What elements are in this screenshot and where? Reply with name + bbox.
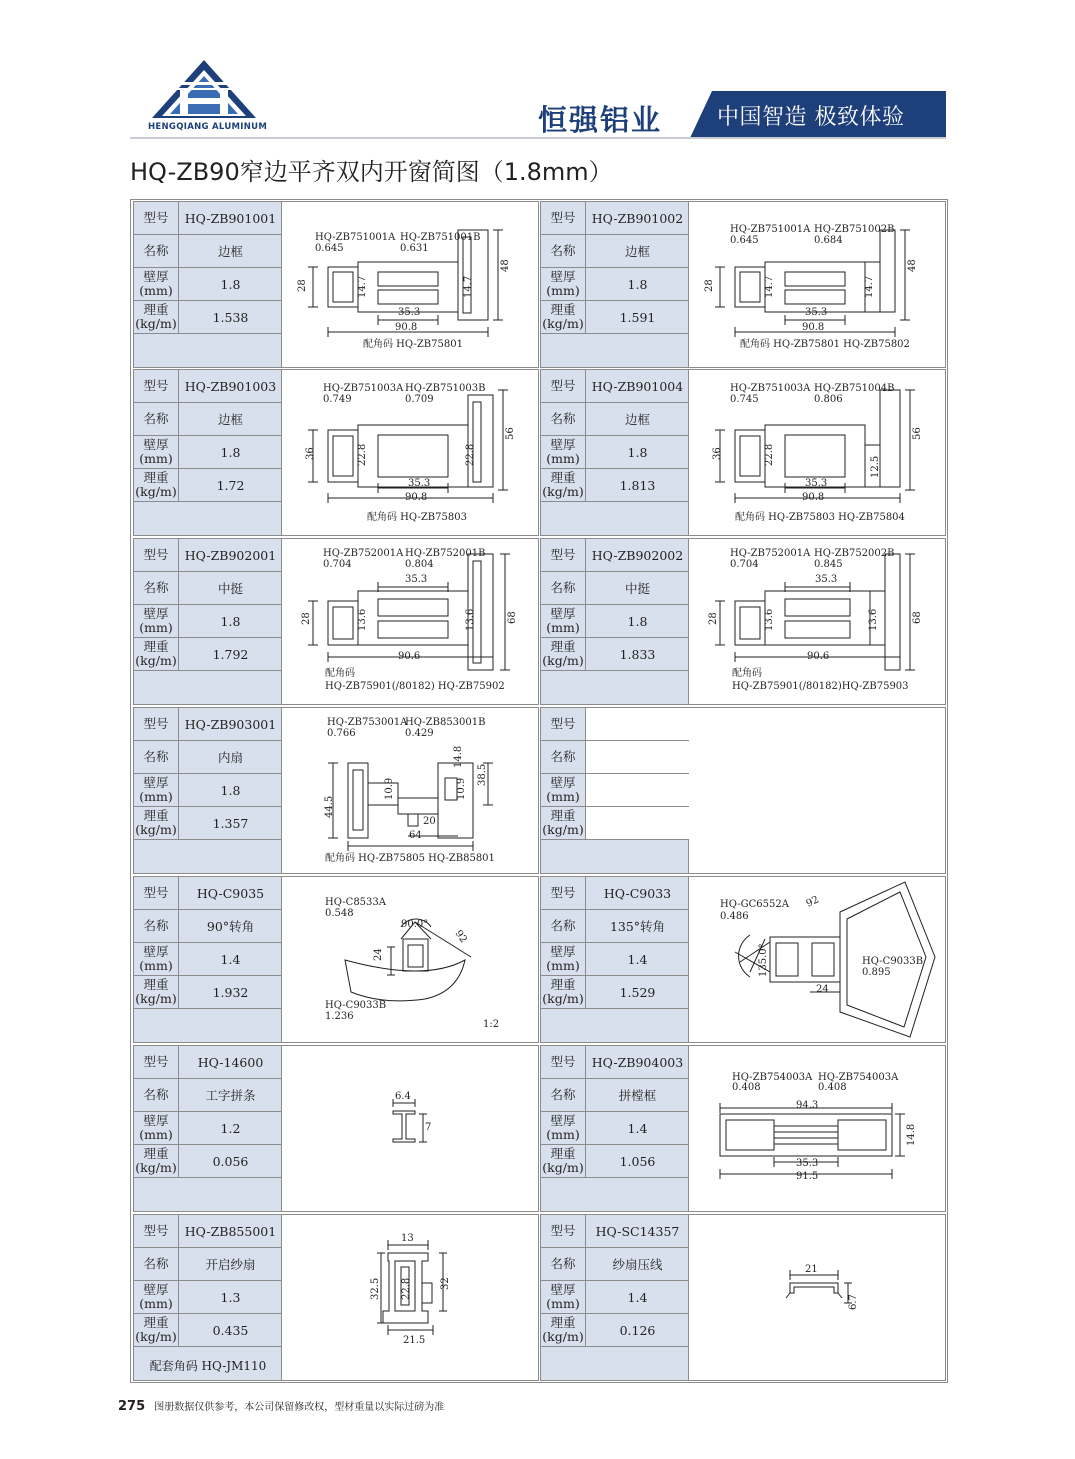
spec-table [134, 877, 282, 1042]
svg-text:56: 56 [912, 427, 923, 440]
weight-label: 理重 (kg/m) [134, 976, 179, 1008]
profile-card [133, 369, 539, 536]
svg-text:HQ-ZB751003A: HQ-ZB751003A [323, 383, 404, 394]
svg-text:28: 28 [297, 279, 308, 292]
svg-text:32.5: 32.5 [370, 1277, 381, 1300]
weight-label: 理重 (kg/m) [134, 469, 179, 501]
weight-label: 理重 (kg/m) [541, 301, 586, 333]
svg-text:0.645: 0.645 [730, 235, 759, 246]
svg-text:22.8: 22.8 [465, 443, 476, 466]
profile-drawing [690, 877, 945, 1042]
name-value: 90°转角 [206, 919, 255, 934]
svg-text:HQ-ZB751001A: HQ-ZB751001A [315, 232, 396, 243]
svg-text:24: 24 [816, 984, 829, 995]
svg-text:配角码 HQ-ZB75805 HQ-ZB85801: 配角码 HQ-ZB75805 HQ-ZB85801 [325, 853, 495, 864]
wall-label: 壁厚 (mm) [541, 943, 586, 975]
profile-card [133, 707, 539, 874]
model-label: 型号 [541, 708, 586, 740]
svg-text:21.5: 21.5 [403, 1335, 426, 1346]
svg-text:HQ-GC6552A: HQ-GC6552A [720, 899, 789, 910]
spec-table [134, 202, 282, 367]
svg-text:0.704: 0.704 [323, 559, 352, 570]
model-label: 型号 [541, 877, 586, 909]
name-value: 边框 [217, 244, 243, 259]
name-value: 135°转角 [609, 919, 666, 934]
profile-card [540, 1045, 946, 1212]
name-value: 拼樘框 [618, 1088, 657, 1103]
svg-text:0.684: 0.684 [814, 235, 843, 246]
svg-text:36: 36 [305, 447, 316, 460]
profile-card [133, 538, 539, 705]
model-value: HQ-C9035 [196, 885, 265, 901]
svg-text:0.704: 0.704 [730, 559, 759, 570]
name-label: 名称 [541, 235, 586, 267]
svg-text:0.845: 0.845 [814, 559, 843, 570]
svg-text:HQ-C8533A: HQ-C8533A [325, 897, 386, 908]
svg-text:7: 7 [425, 1122, 432, 1133]
page-footer [118, 1395, 444, 1414]
svg-text:14.8: 14.8 [906, 1123, 917, 1146]
wall-value: 1.4 [627, 1120, 648, 1136]
name-label: 名称 [541, 1248, 586, 1280]
wall-value: 1.8 [220, 276, 241, 292]
svg-text:22.8: 22.8 [357, 443, 368, 466]
profile-drawing [690, 1215, 945, 1380]
svg-text:68: 68 [912, 611, 923, 624]
name-value: 开启纱扇 [205, 1257, 256, 1272]
svg-text:90.8: 90.8 [395, 322, 418, 333]
svg-text:HQ-ZB853001B: HQ-ZB853001B [405, 717, 486, 728]
name-value: 边框 [624, 412, 650, 427]
weight-value: 0.435 [212, 1322, 249, 1338]
name-value: 边框 [624, 244, 650, 259]
wall-value: 1.8 [627, 444, 648, 460]
svg-text:20: 20 [423, 816, 436, 827]
svg-text:HQ-ZB751003B: HQ-ZB751003B [405, 383, 486, 394]
profile-drawing [283, 370, 538, 535]
weight-value: 1.72 [216, 477, 245, 493]
profile-card [540, 876, 946, 1043]
wall-label: 壁厚 (mm) [134, 1281, 179, 1313]
name-value [586, 741, 689, 773]
svg-text:配角码 HQ-ZB75803 HQ-ZB75804: 配角码 HQ-ZB75803 HQ-ZB75804 [735, 512, 905, 523]
svg-text:0.408: 0.408 [818, 1082, 847, 1093]
svg-text:64: 64 [409, 830, 422, 841]
spec-table [541, 1046, 689, 1211]
name-value: 纱扇压线 [612, 1257, 663, 1272]
model-label: 型号 [134, 1046, 179, 1078]
spec-table [134, 370, 282, 535]
profile-card [133, 1045, 539, 1212]
profile-card [540, 538, 946, 705]
name-label: 名称 [541, 572, 586, 604]
name-label: 名称 [541, 1079, 586, 1111]
svg-text:HQ-C9033B: HQ-C9033B [862, 956, 924, 967]
svg-text:35.3: 35.3 [408, 478, 431, 489]
name-label: 名称 [134, 403, 179, 435]
spec-table [134, 1215, 282, 1380]
footer-disclaimer: 图册数据仅供参考，本公司保留修改权，型材重量以实际过磅为准 [154, 1402, 445, 1413]
corner-code-note: 配套角码 HQ-JM110 [149, 1358, 267, 1373]
svg-text:HQ-ZB751002B: HQ-ZB751002B [814, 224, 895, 235]
wall-label: 壁厚 (mm) [134, 774, 179, 806]
name-value: 中挺 [217, 581, 243, 596]
spec-table [134, 1046, 282, 1211]
profile-section-drawing [690, 202, 945, 367]
svg-text:44.5: 44.5 [324, 795, 335, 818]
svg-text:21: 21 [805, 1264, 818, 1275]
company-logo [148, 60, 268, 132]
svg-text:6.4: 6.4 [395, 1091, 411, 1102]
svg-text:13.6: 13.6 [868, 608, 879, 631]
weight-label: 理重 (kg/m) [134, 301, 179, 333]
svg-text:配角码 HQ-ZB75801: 配角码 HQ-ZB75801 [363, 339, 463, 350]
weight-value: 1.538 [212, 309, 249, 325]
header-divider [130, 137, 946, 139]
svg-text:HQ-ZB75901(/80182)HQ-ZB75903: HQ-ZB75901(/80182)HQ-ZB75903 [732, 681, 909, 692]
svg-text:配角码: 配角码 [325, 668, 355, 679]
name-value: 边框 [217, 412, 243, 427]
weight-label: 理重 (kg/m) [134, 807, 179, 839]
profile-section-drawing [690, 370, 945, 535]
profile-section-drawing [690, 539, 945, 704]
spec-table [541, 370, 689, 535]
wall-label: 壁厚 (mm) [541, 1112, 586, 1144]
svg-text:28: 28 [301, 612, 312, 625]
svg-text:14.7: 14.7 [463, 275, 474, 298]
svg-text:35.3: 35.3 [805, 307, 828, 318]
svg-text:90.8: 90.8 [802, 492, 825, 503]
logo-text: HENGQIANG ALUMINUM [148, 122, 268, 132]
svg-text:35.3: 35.3 [805, 478, 828, 489]
profile-drawing [283, 1215, 538, 1380]
name-label: 名称 [134, 1248, 179, 1280]
wall-label: 壁厚 (mm) [134, 943, 179, 975]
wall-label: 壁厚 (mm) [541, 268, 586, 300]
weight-label: 理重 (kg/m) [541, 1314, 586, 1346]
profile-card-empty [540, 707, 946, 874]
model-label: 型号 [541, 1046, 586, 1078]
weight-value: 1.591 [619, 309, 656, 325]
name-value: 内扇 [217, 750, 243, 765]
profile-section-drawing [690, 877, 945, 1042]
wall-value [586, 774, 689, 806]
svg-text:28: 28 [704, 279, 715, 292]
weight-value: 1.813 [619, 477, 656, 493]
svg-text:HQ-ZB751003A: HQ-ZB751003A [730, 383, 811, 394]
svg-text:90.6: 90.6 [398, 651, 421, 662]
svg-text:1:2: 1:2 [483, 1019, 500, 1030]
weight-value: 0.056 [212, 1153, 249, 1169]
profile-drawing [283, 202, 538, 367]
name-label: 名称 [134, 235, 179, 267]
svg-text:HQ-C9033B: HQ-C9033B [325, 1000, 387, 1011]
profile-card [540, 369, 946, 536]
model-value: HQ-ZB901004 [591, 378, 684, 394]
name-label: 名称 [541, 403, 586, 435]
svg-text:HQ-ZB752001A: HQ-ZB752001A [730, 548, 811, 559]
spec-table [134, 539, 282, 704]
model-value: HQ-ZB903001 [184, 716, 277, 732]
model-value: HQ-ZB902001 [184, 547, 277, 563]
wall-value: 1.8 [627, 276, 648, 292]
wall-label: 壁厚 (mm) [541, 436, 586, 468]
weight-value: 1.833 [619, 646, 656, 662]
svg-text:94.3: 94.3 [796, 1100, 819, 1111]
weight-value [586, 807, 689, 839]
svg-text:10.9: 10.9 [384, 777, 395, 800]
svg-text:0.645: 0.645 [315, 243, 344, 254]
svg-text:38.5: 38.5 [477, 763, 488, 786]
svg-text:48: 48 [500, 259, 511, 272]
name-label: 名称 [541, 910, 586, 942]
svg-text:HQ-ZB751001B: HQ-ZB751001B [400, 232, 481, 243]
name-label: 名称 [134, 910, 179, 942]
svg-text:配角码 HQ-ZB75801 HQ-ZB75802: 配角码 HQ-ZB75801 HQ-ZB75802 [740, 339, 910, 350]
model-label: 型号 [134, 708, 179, 740]
wall-value: 1.8 [220, 782, 241, 798]
wall-value: 1.8 [220, 613, 241, 629]
weight-label: 理重 (kg/m) [134, 1314, 179, 1346]
svg-text:14.7: 14.7 [357, 275, 368, 298]
svg-text:HQ-ZB75901(/80182) HQ-ZB75902: HQ-ZB75901(/80182) HQ-ZB75902 [325, 681, 505, 692]
profile-card [540, 1214, 946, 1381]
svg-text:0.766: 0.766 [327, 728, 356, 739]
spec-table [541, 1215, 689, 1380]
svg-text:35.3: 35.3 [815, 574, 838, 585]
name-value: 中挺 [624, 581, 650, 596]
model-label: 型号 [134, 1215, 179, 1247]
brand-name: 恒强铝业 [538, 103, 663, 137]
name-value: 工字拼条 [205, 1088, 256, 1103]
model-label: 型号 [134, 202, 179, 234]
profile-section-drawing [283, 1215, 538, 1380]
name-label: 名称 [134, 1079, 179, 1111]
wall-label: 壁厚 (mm) [541, 605, 586, 637]
svg-text:0.749: 0.749 [323, 394, 352, 405]
spec-table [134, 708, 282, 873]
wall-value: 1.3 [220, 1289, 241, 1305]
model-value: HQ-ZB904003 [591, 1054, 684, 1070]
profile-drawing [283, 1046, 538, 1211]
profile-card [133, 201, 539, 368]
catalog-grid [130, 199, 948, 1383]
weight-value: 1.792 [212, 646, 249, 662]
svg-text:HQ-ZB754003A: HQ-ZB754003A [818, 1072, 899, 1083]
svg-text:35.3: 35.3 [405, 574, 428, 585]
svg-text:36: 36 [712, 447, 723, 460]
profile-card [133, 876, 539, 1043]
model-value: HQ-SC14357 [595, 1223, 680, 1239]
svg-text:12.5: 12.5 [870, 455, 881, 478]
spec-table [541, 202, 689, 367]
svg-text:HQ-ZB752001B: HQ-ZB752001B [405, 548, 486, 559]
profile-card [133, 1214, 539, 1381]
weight-label: 理重 (kg/m) [541, 469, 586, 501]
name-label: 名称 [134, 572, 179, 604]
profile-drawing [690, 202, 945, 367]
spec-table [541, 539, 689, 704]
model-value: HQ-ZB901003 [184, 378, 277, 394]
profile-section-drawing [690, 1046, 945, 1211]
svg-text:0.631: 0.631 [400, 243, 429, 254]
wall-label: 壁厚 (mm) [134, 605, 179, 637]
profile-drawing [690, 370, 945, 535]
svg-text:24: 24 [373, 948, 384, 961]
wall-value: 1.8 [627, 613, 648, 629]
svg-text:0.745: 0.745 [730, 394, 759, 405]
wall-label: 壁厚 (mm) [134, 268, 179, 300]
svg-text:0.548: 0.548 [325, 908, 354, 919]
svg-text:90.8: 90.8 [405, 492, 428, 503]
svg-text:HQ-ZB753001A: HQ-ZB753001A [327, 717, 408, 728]
profile-drawing [283, 877, 538, 1042]
wall-value: 1.4 [627, 1289, 648, 1305]
svg-text:14.7: 14.7 [764, 275, 775, 298]
svg-text:0.895: 0.895 [862, 967, 891, 978]
svg-text:0.486: 0.486 [720, 911, 749, 922]
page-number: 275 [118, 1399, 146, 1414]
svg-text:配角码 HQ-ZB75803: 配角码 HQ-ZB75803 [367, 512, 467, 523]
svg-text:68: 68 [507, 611, 518, 624]
wall-label: 壁厚 (mm) [134, 436, 179, 468]
svg-text:HQ-ZB752002B: HQ-ZB752002B [814, 548, 895, 559]
model-label: 型号 [134, 539, 179, 571]
svg-text:10.9: 10.9 [456, 777, 467, 800]
svg-text:0.804: 0.804 [405, 559, 434, 570]
svg-text:22.8: 22.8 [764, 443, 775, 466]
profile-drawing [283, 539, 538, 704]
svg-text:13.6: 13.6 [764, 608, 775, 631]
profile-card [540, 201, 946, 368]
svg-text:56: 56 [505, 427, 516, 440]
model-label: 型号 [134, 370, 179, 402]
model-value: HQ-ZB901001 [184, 210, 277, 226]
svg-text:35.3: 35.3 [398, 307, 421, 318]
svg-text:HQ-ZB751001A: HQ-ZB751001A [730, 224, 811, 235]
svg-text:91.5: 91.5 [796, 1171, 819, 1182]
svg-text:配角码: 配角码 [732, 668, 762, 679]
wall-label: 壁厚 (mm) [134, 1112, 179, 1144]
spec-table [541, 877, 689, 1042]
weight-label: 理重 (kg/m) [134, 638, 179, 670]
profile-drawing [283, 708, 538, 873]
profile-section-drawing [690, 1215, 945, 1380]
model-label: 型号 [541, 539, 586, 571]
model-value [586, 708, 689, 740]
logo-mark-icon [152, 60, 256, 118]
svg-text:90.0°: 90.0° [401, 919, 429, 930]
model-label: 型号 [134, 877, 179, 909]
weight-value: 1.357 [212, 815, 249, 831]
wall-label: 壁厚 (mm) [541, 774, 586, 806]
svg-text:13.6: 13.6 [465, 608, 476, 631]
weight-value: 1.056 [619, 1153, 656, 1169]
wall-label: 壁厚 (mm) [541, 1281, 586, 1313]
name-label: 名称 [134, 741, 179, 773]
svg-text:6.7: 6.7 [848, 1294, 859, 1310]
svg-text:0.806: 0.806 [814, 394, 843, 405]
svg-text:22.8: 22.8 [401, 1277, 412, 1300]
weight-value: 1.932 [212, 984, 249, 1000]
weight-label: 理重 (kg/m) [541, 638, 586, 670]
wall-value: 1.4 [627, 951, 648, 967]
svg-text:35.3: 35.3 [796, 1158, 819, 1169]
svg-text:135.0°: 135.0° [758, 943, 769, 977]
svg-text:13: 13 [401, 1233, 414, 1244]
model-value: HQ-C9033 [603, 885, 672, 901]
spec-table [541, 708, 689, 873]
svg-text:13.6: 13.6 [357, 608, 368, 631]
svg-text:HQ-ZB754003A: HQ-ZB754003A [732, 1072, 813, 1083]
profile-section-drawing [283, 539, 538, 704]
model-value: HQ-ZB901002 [591, 210, 684, 226]
svg-text:90.6: 90.6 [807, 651, 830, 662]
weight-label: 理重 (kg/m) [541, 807, 586, 839]
profile-section-drawing [283, 202, 538, 367]
slogan-text: 中国智造 极致体验 [717, 105, 905, 130]
profile-section-drawing [283, 708, 538, 873]
wall-value: 1.2 [220, 1120, 241, 1136]
svg-text:14.7: 14.7 [864, 275, 875, 298]
svg-text:92: 92 [452, 928, 469, 946]
svg-text:1.236: 1.236 [325, 1011, 354, 1022]
svg-text:0.709: 0.709 [405, 394, 434, 405]
svg-text:28: 28 [708, 612, 719, 625]
profile-section-drawing [283, 877, 538, 1042]
model-label: 型号 [541, 370, 586, 402]
weight-value: 1.529 [619, 984, 656, 1000]
svg-text:14.8: 14.8 [453, 745, 464, 768]
svg-text:HQ-ZB751004B: HQ-ZB751004B [814, 383, 895, 394]
model-value: HQ-ZB902002 [591, 547, 684, 563]
name-label: 名称 [541, 741, 586, 773]
wall-value: 1.8 [220, 444, 241, 460]
model-label: 型号 [541, 202, 586, 234]
svg-text:32: 32 [440, 1277, 451, 1290]
svg-text:0.408: 0.408 [732, 1082, 761, 1093]
model-label: 型号 [541, 1215, 586, 1247]
weight-label: 理重 (kg/m) [134, 1145, 179, 1177]
weight-label: 理重 (kg/m) [541, 976, 586, 1008]
profile-drawing [690, 539, 945, 704]
wall-value: 1.4 [220, 951, 241, 967]
model-value: HQ-ZB855001 [184, 1223, 277, 1239]
profile-section-drawing [283, 370, 538, 535]
page-title: HQ-ZB90窄边平齐双内开窗简图（1.8mm） [130, 158, 613, 186]
weight-label: 理重 (kg/m) [541, 1145, 586, 1177]
svg-text:HQ-ZB752001A: HQ-ZB752001A [323, 548, 404, 559]
model-value: HQ-14600 [197, 1054, 264, 1070]
weight-value: 0.126 [619, 1322, 656, 1338]
svg-text:92: 92 [804, 894, 821, 910]
svg-text:0.429: 0.429 [405, 728, 434, 739]
svg-text:90.8: 90.8 [802, 322, 825, 333]
svg-text:48: 48 [907, 259, 918, 272]
profile-section-drawing [283, 1046, 538, 1211]
profile-drawing [690, 1046, 945, 1211]
